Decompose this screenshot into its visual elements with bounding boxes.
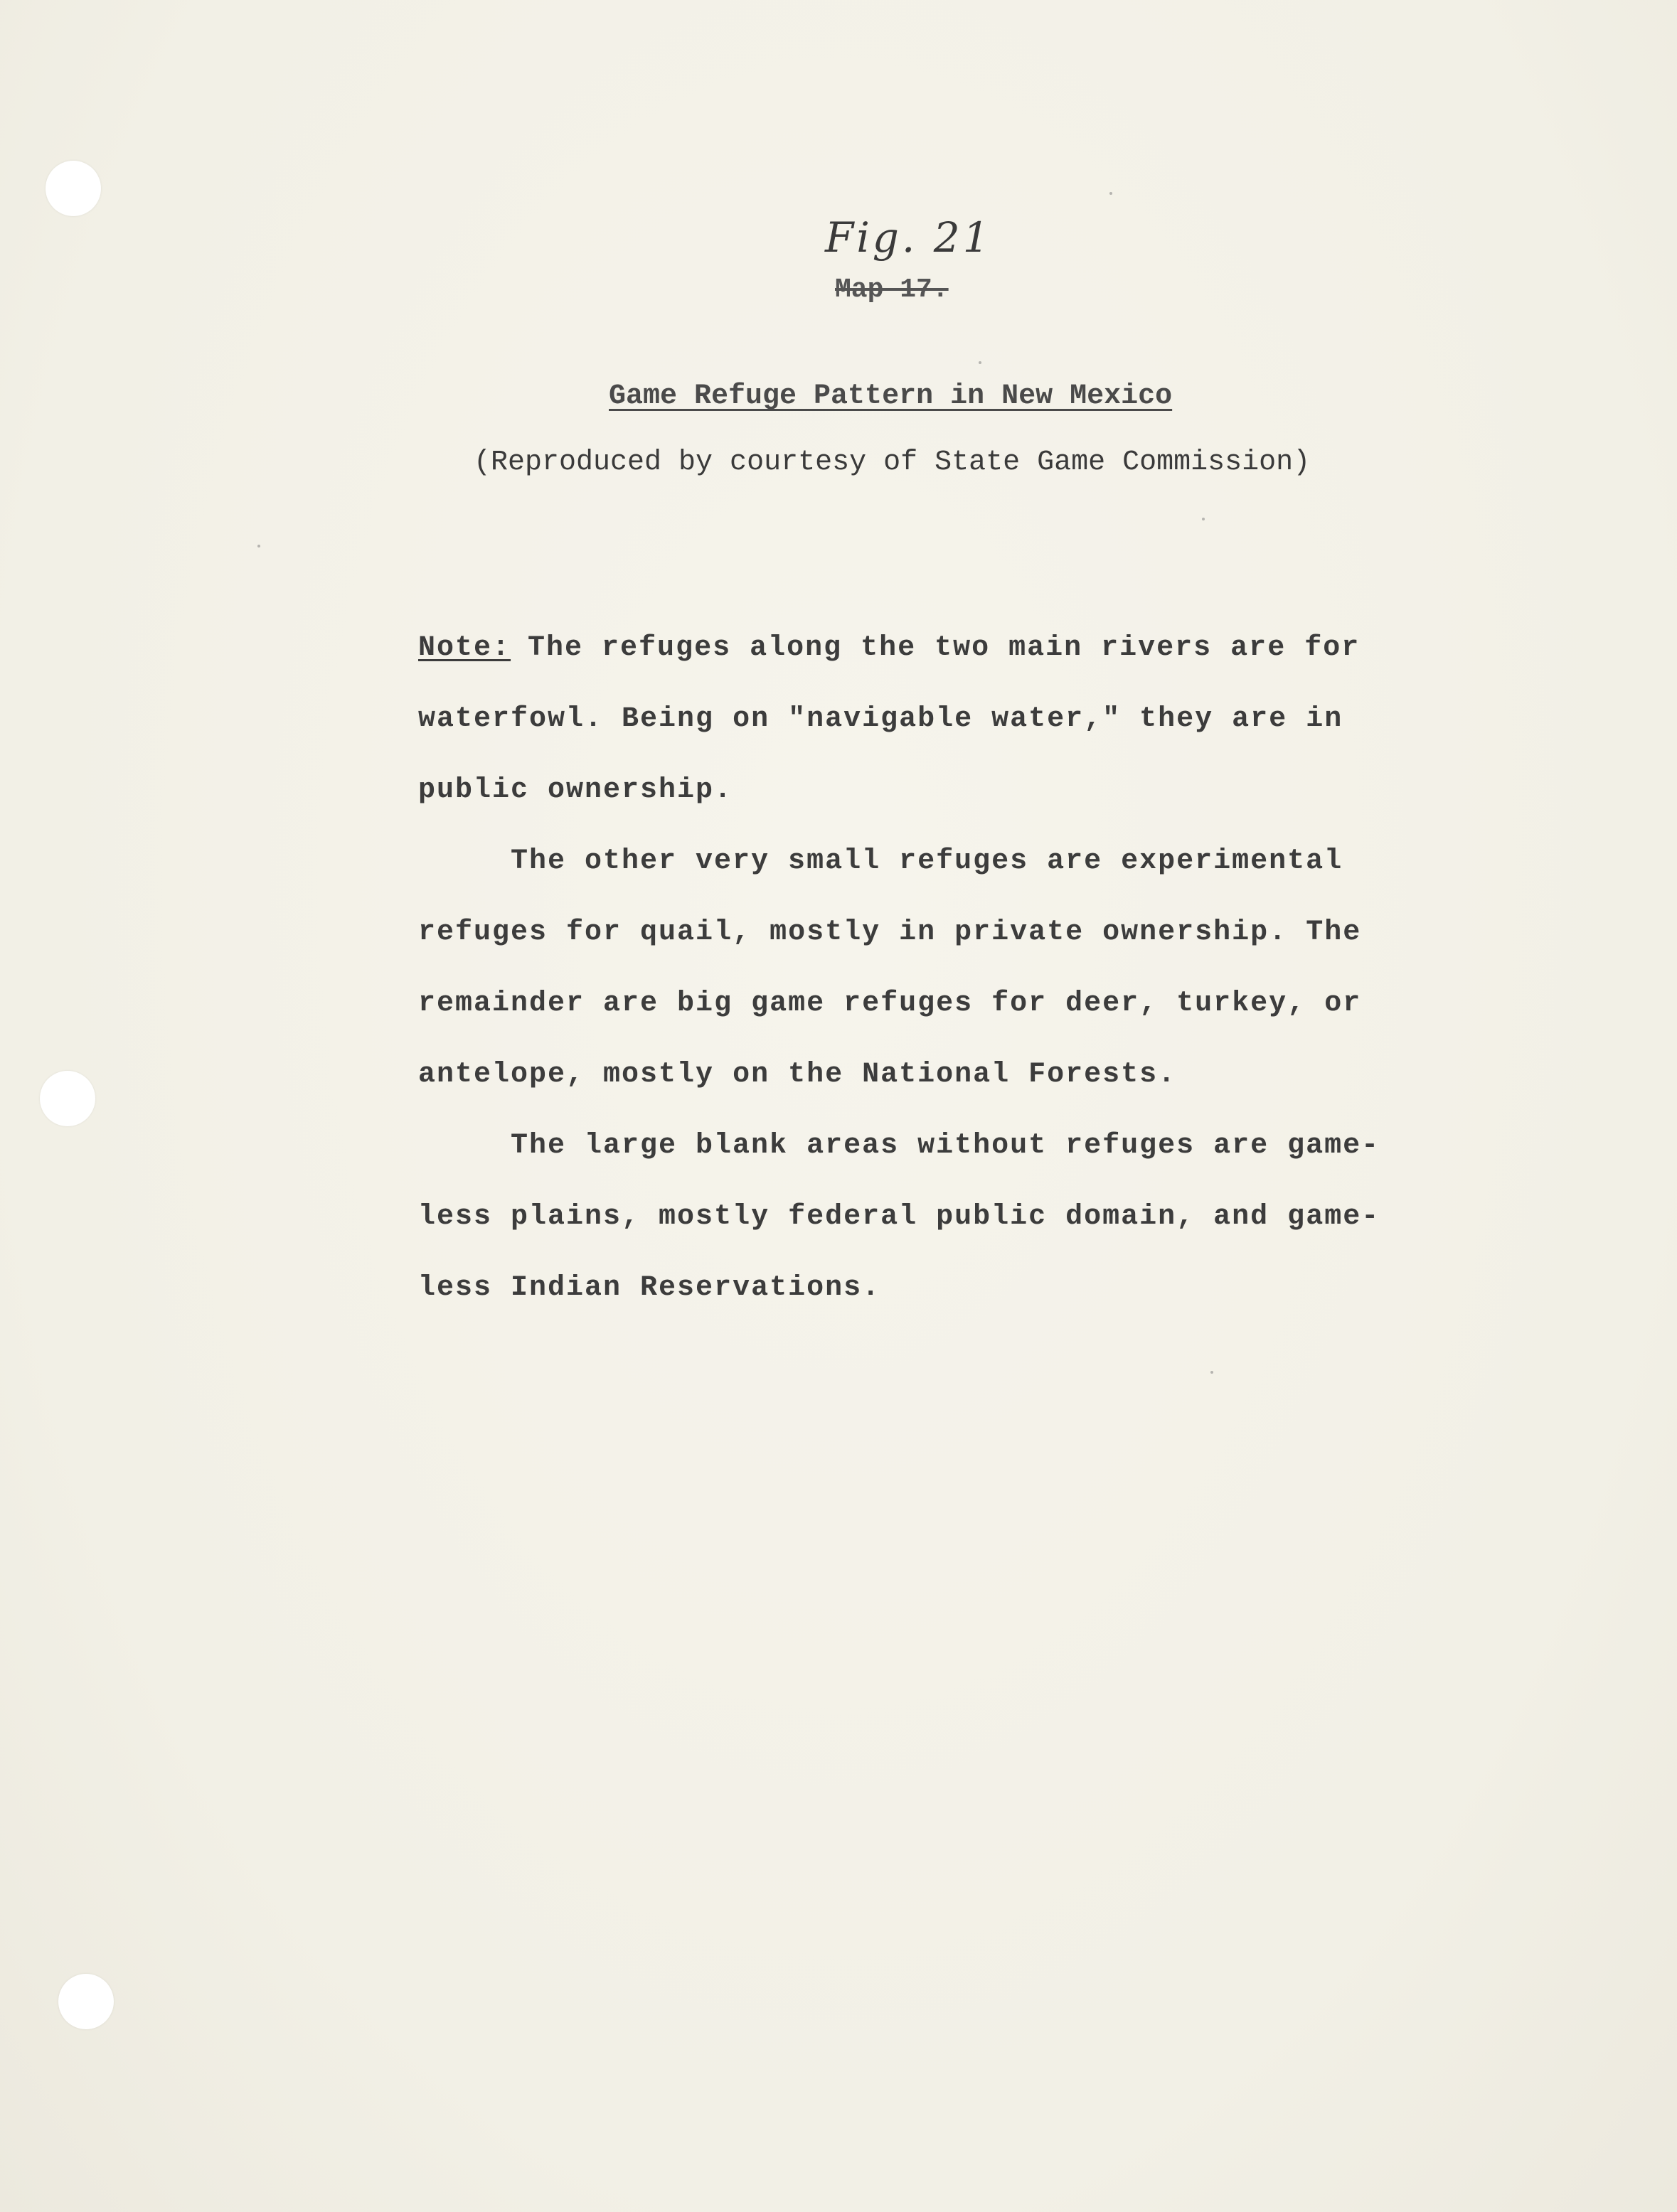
body-paragraph-3	[418, 1111, 1380, 1324]
paragraph-line: antelope, mostly on the National Forests.	[418, 1059, 1177, 1091]
punch-hole-middle	[40, 1071, 95, 1126]
paper-speck	[1109, 192, 1112, 195]
page-title: Game Refuge Pattern in New Mexico	[609, 380, 1173, 412]
paper-speck	[979, 361, 981, 364]
punch-hole-top	[46, 161, 101, 216]
body-paragraph-2	[418, 826, 1362, 1111]
note-line: waterfowl. Being on "navigable water," they are in	[418, 703, 1343, 735]
paper-speck	[257, 545, 260, 547]
struck-map-label: Map 17.	[835, 274, 949, 305]
paper-speck	[1210, 1371, 1213, 1374]
page-subtitle: (Reproduced by courtesy of State Game Commission)	[474, 447, 1311, 479]
paper-speck	[1202, 518, 1205, 520]
note-line-text: The refuges along the two main rivers are for	[528, 632, 1361, 664]
note-paragraph	[418, 613, 1361, 826]
handwritten-figure-label: Fig. 21	[825, 213, 992, 262]
note-line: public ownership.	[418, 774, 733, 806]
paragraph-line: less plains, mostly federal public domain, and game-	[418, 1201, 1380, 1233]
note-label: Note:	[418, 632, 511, 664]
punch-hole-bottom	[58, 1974, 114, 2029]
note-line	[418, 613, 1361, 684]
paragraph-line: remainder are big game refuges for deer, turkey, or	[418, 988, 1362, 1020]
paragraph-line: refuges for quail, mostly in private ownership. The	[418, 917, 1362, 949]
paragraph-line: The large blank areas without refuges are game-	[511, 1130, 1380, 1162]
paragraph-line: less Indian Reservations.	[418, 1272, 881, 1304]
paragraph-line: The other very small refuges are experimental	[511, 845, 1343, 877]
